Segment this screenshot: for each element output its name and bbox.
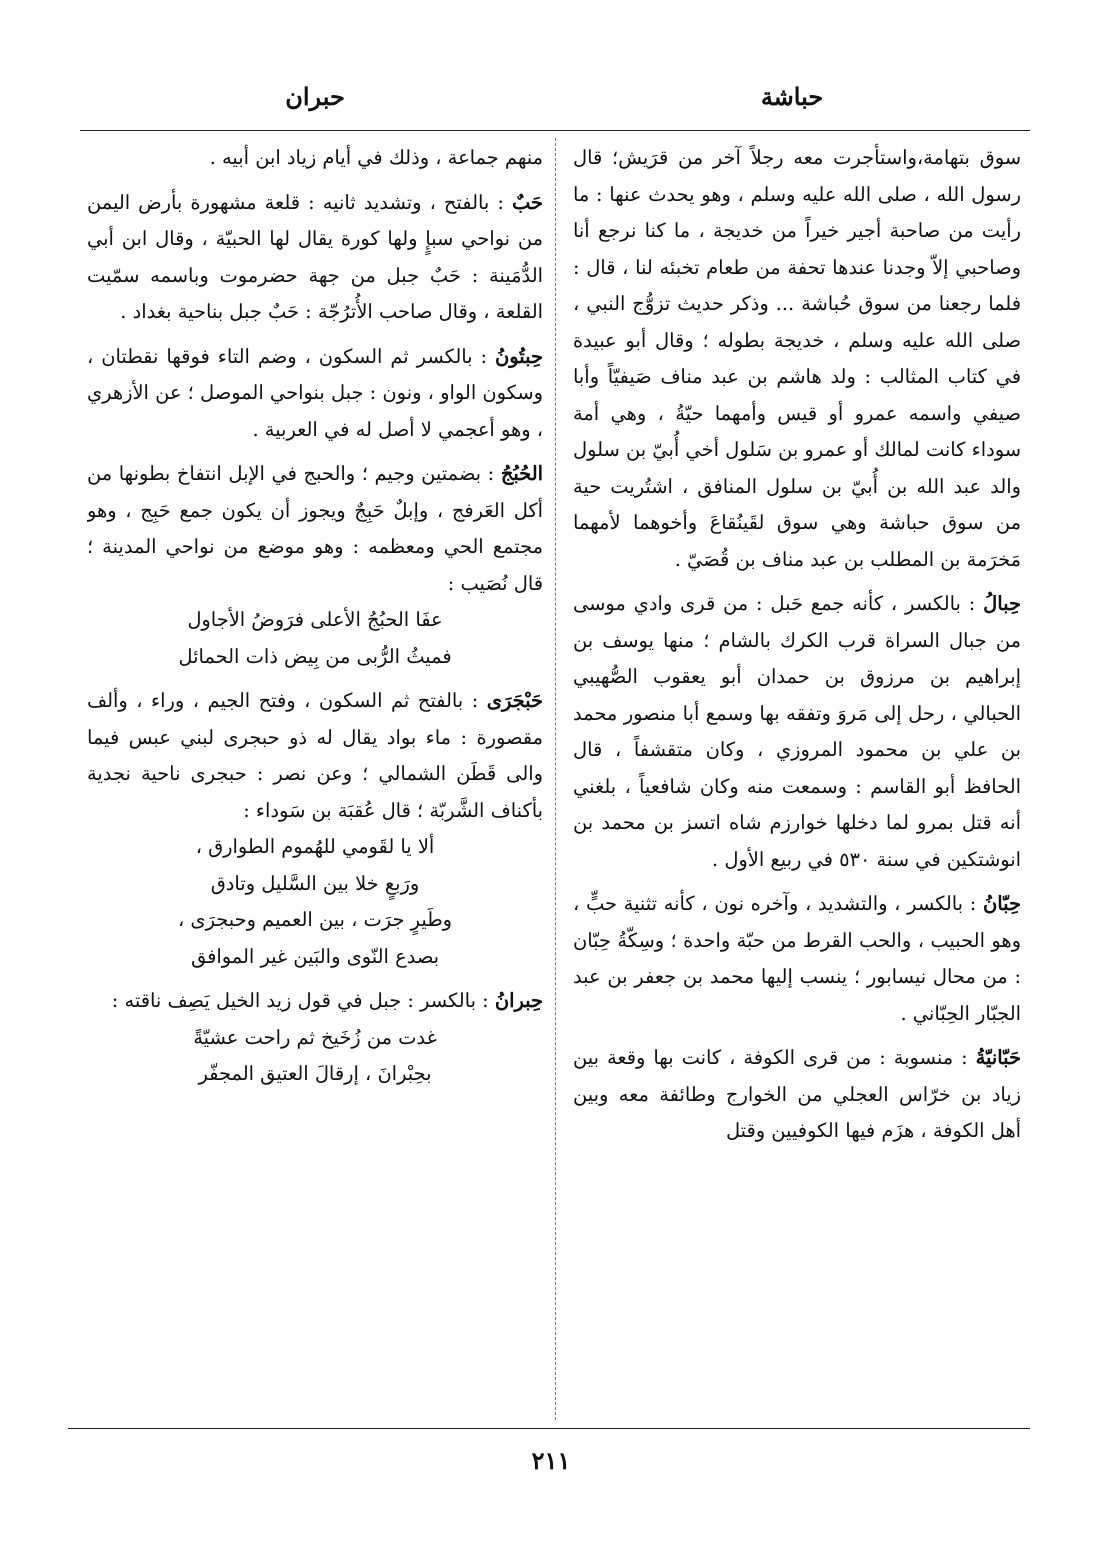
entry-habb xyxy=(87,185,543,331)
running-header-right: حباشة xyxy=(760,82,824,111)
entry-headword: حَبّانيّةُ xyxy=(975,1046,1021,1069)
verse-line: وطَيرٍ جرَت ، بين العميم وحبجرَى ، xyxy=(177,908,452,931)
entry-headword: حِبالُ xyxy=(983,592,1021,615)
left-column xyxy=(87,140,543,1422)
verse-line: بحِبْرانَ ، إرقالَ العتيق المجفّر xyxy=(198,1062,432,1085)
entry-headword: حِبرانُ xyxy=(494,989,543,1012)
verse-line: بصدع النّوى والبَين غير الموافق xyxy=(190,944,440,968)
entry-text: : منسوبة : من قرى الكوفة ، كانت بها وقعة بين زياد بن خرّاس العجلي من الخوارج وطائفة معه وبين أهل الكوفة ، هزَم فيها الكوفيين وقتل xyxy=(573,1046,1021,1142)
verse-line: ألا يا لقَومي للهُموم الطوارق ، xyxy=(195,835,435,858)
footer-divider xyxy=(68,1428,1030,1429)
entry-text: : بالفتح ثم السكون ، وفتح الجيم ، وراء ، وألف مقصورة : ماء بواد يقال له ذو حبجرى لبني عبس فيما والى قَطَن الشمالي ؛ وعن نصر : حبجرى ناحية نجدية بأكناف الشَّربّة ؛ قال عُقبَة بن سَوداء : xyxy=(87,689,543,822)
continued-paragraph: منهم جماعة ، وذلك في أيام زياد ابن أبيه . xyxy=(209,146,543,169)
entry-headword: حِبّانُ xyxy=(983,892,1021,915)
entry-headword: حَبٌ xyxy=(511,190,543,214)
entry-headword: الحُبُجُ xyxy=(500,462,543,485)
verse-line: فميثُ الرُّبى من بِيض ذات الحمائل xyxy=(178,644,452,668)
right-column xyxy=(573,140,1021,1422)
entry-habran xyxy=(87,983,543,1020)
column-divider xyxy=(555,138,556,1420)
verse-line: عفَا الحبُجُ الأعلى فرَوضُ الأجاول xyxy=(187,608,443,631)
entry-text: : بالكسر ، كأنه جمع حَبل : من قرى وادي موسى من جبال السراة قرب الكرك بالشام ؛ منها يوسف بن إبراهيم بن مرزوق بن حمدان أبو يعقوب الصُّهيبي الحبالي ، رحل إلى مَروَ وتفقه بها وسمع أبا منصور محمد بن علي بن محمود المروزي ، وكان متقشفاً ، قال الحافظ أبو القاسم : وسمعت منه وكان شافعياً ، بلغني أنه قتل بمرو لما دخلها خوارزم شاه اتسز بن محمد بن انوشتكين في سنة ٥٣٠ في ربيع الأول . xyxy=(573,592,1021,871)
page-number: ٢١١ xyxy=(531,1446,571,1475)
entry-hibal xyxy=(573,586,1021,878)
continued-paragraph: سوق بتهامة،واستأجرت معه رجلاً آخر من قرَيش؛ قال رسول الله ، صلى الله عليه وسلم ، وهو يحدث عنها : ما رأيت من صاحبة أجير خيراً من خديجة ، ما كنا نرجع أنا وصاحبي إلاّ وجدنا عندها تحفة من طعام تخبئه لنا ، قال : فلما رجعنا من سوق حُباشة ... وذكر حديث تزوُّج النبي ، صلى الله عليه وسلم ، خديجة بطوله ؛ وقال أبو عبيدة في كتاب المثالب : ولد هاشم بن عبد مناف صَيفيّاً وأبا صيفي واسمه عمرو أو قيس وأمهما حيّةُ ، وهي أمة سوداء كانت لمالك أو عمرو بن سَلول أخي أُبيّ بن سلول والد عبد الله بن أُبيّ بن سلول المنافق ، اشتُريت حية من سوق حباشة وهي سوق لقَينُقاعَ وأخوهما لأمهما مَخرَمة بن المطلب بن عبد مناف بن قُصَيّ . xyxy=(573,146,1021,571)
entry-text: : بالكسر : جبل في قول زيد الخيل يَصِف ناقته : xyxy=(111,989,495,1012)
running-header-left: حبران xyxy=(285,82,345,111)
header-divider xyxy=(80,130,1030,131)
entry-text: : بالفتح ، وتشديد ثانيه : قلعة مشهورة بأرض اليمن من نواحي سبإٍ ولها كورة يقال لها الحبيّة ، وقال ابن أبي الدُّمَينة : حَبٌ جبل من جهة حضرموت وباسمه سمّيت القلعة ، وقال صاحب الأُترُجّة : حَبٌ جبل بناحية بغداد . xyxy=(87,190,543,323)
entry-habjara xyxy=(87,683,543,829)
entry-text: : بالكسر ، والتشديد ، وآخره نون ، كأنه تثنية حبٍّ ، وهو الحبيب ، والحب القرط من حبّة واحدة ؛ وسِكّةُ حِبّان : من محال نيسابور ؛ ينسب إليها محمد بن جعفر بن عبد الجبّار الحِبّاني . xyxy=(573,892,1021,1025)
entry-hubuj xyxy=(87,456,543,602)
entry-text: : بالكسر ثم السكون ، وضم التاء فوقها نقطتان ، وسكون الواو ، ونون : جبل بنواحي الموصل ؛ عن الأزهري ، وهو أعجمي لا أصل له في العربية . xyxy=(87,344,543,441)
entry-habtun xyxy=(87,339,543,449)
entry-headword: حِبتُونُ xyxy=(495,344,543,368)
verse-line: غدت من زُخَيخ ثم راحت عشيّةً xyxy=(193,1025,437,1049)
entry-headword: حَبْجَرَى xyxy=(486,689,543,712)
entry-habbaniyya xyxy=(573,1040,1021,1150)
verse-line: ورَبعٍ خلا بين السَّليل وتادق xyxy=(210,871,420,895)
entry-hibban xyxy=(573,886,1021,1032)
entry-text: : بضمتين وجيم ؛ والحبج في الإبل انتفاخ بطونها من أكل العَرفج ، وإبلٌ حَبِجٌ ويجوز أن يكون جمع حَبِج ، وهو مجتمع الحي ومعظمه : وهو موضع من نواحي المدينة ؛ قال نُصَيب : xyxy=(87,462,543,595)
